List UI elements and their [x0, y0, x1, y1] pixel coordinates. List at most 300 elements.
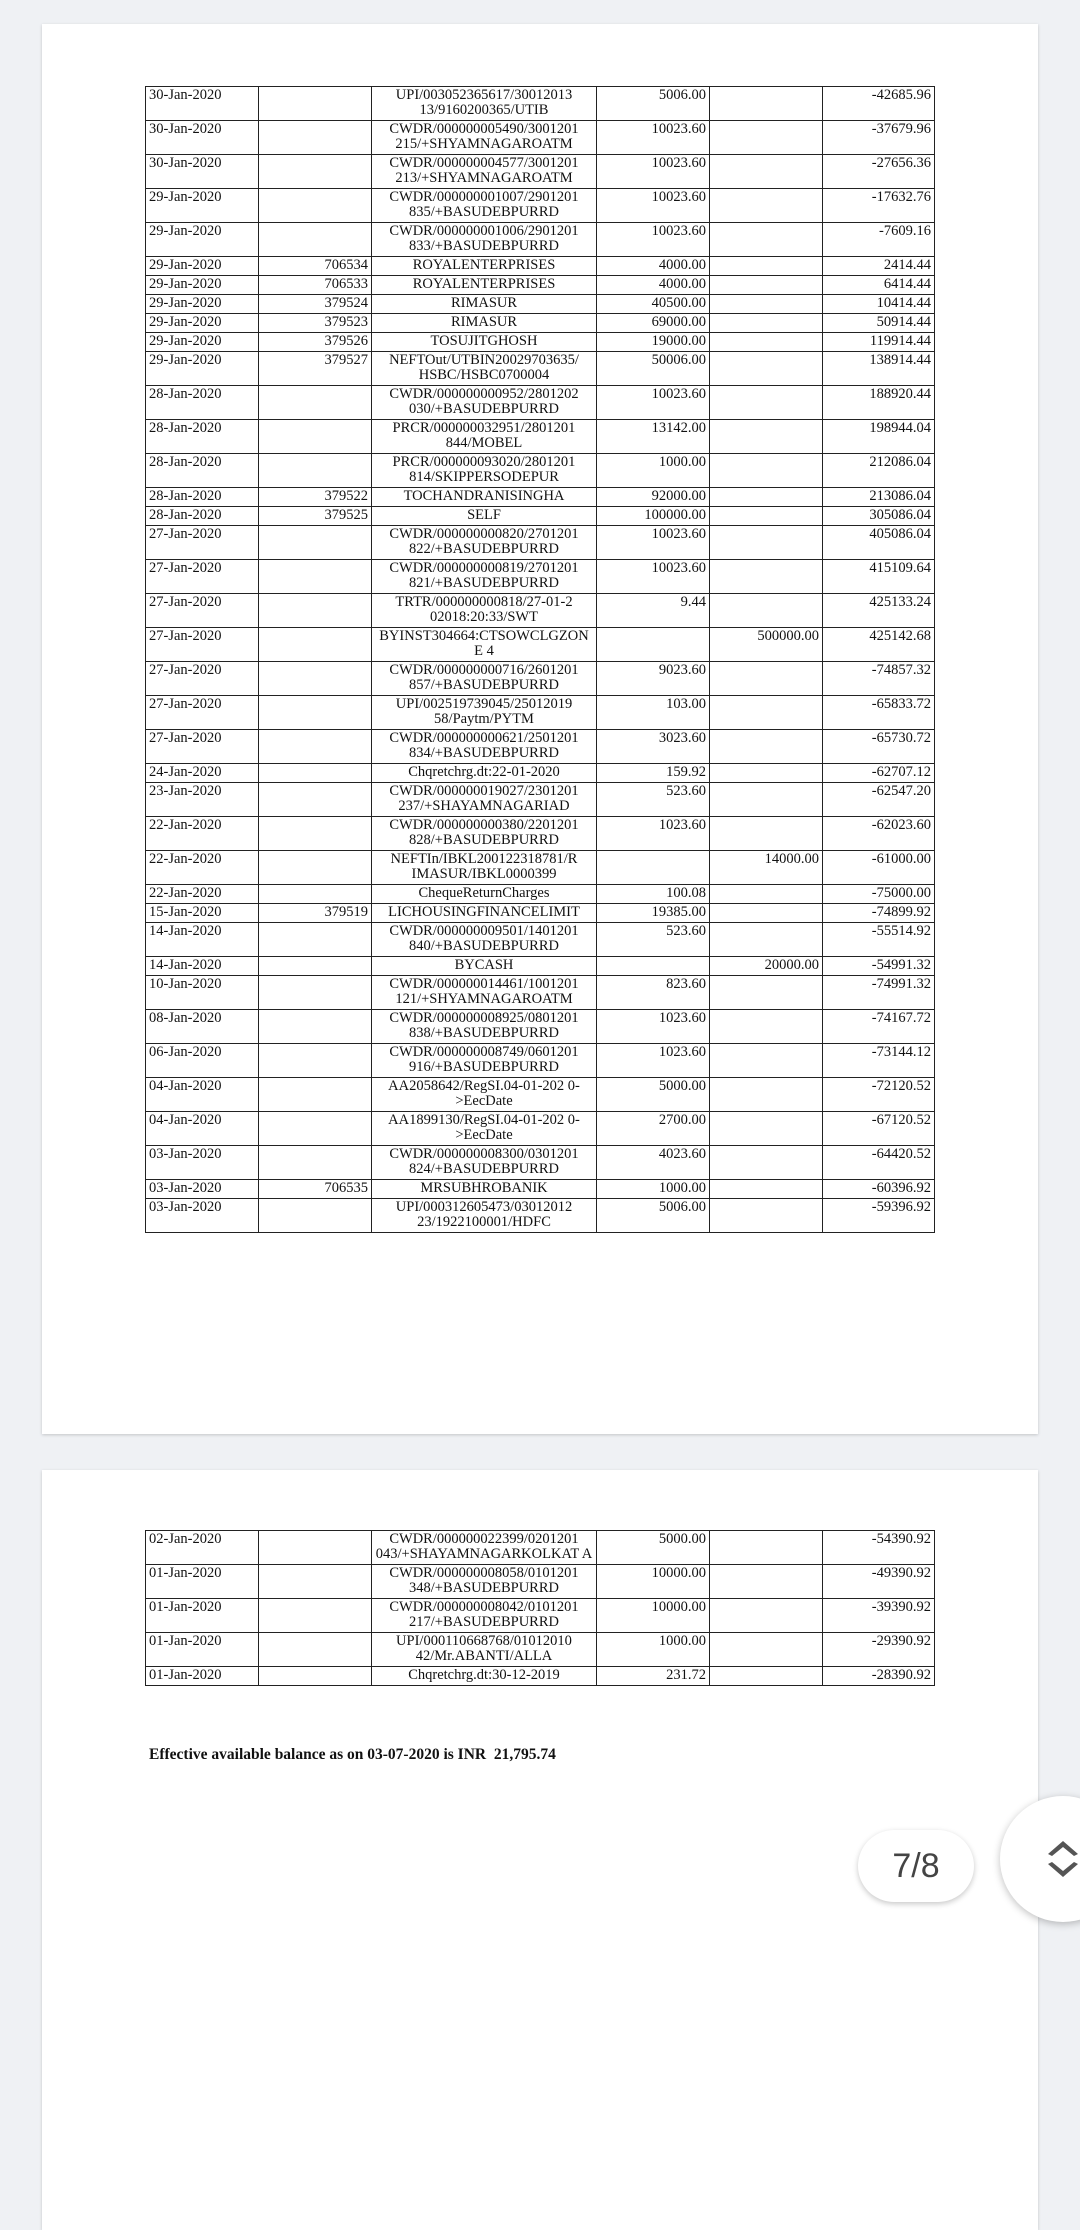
table-row [146, 87, 935, 121]
table-row [146, 121, 935, 155]
row-balance: -62023.60 [823, 817, 935, 851]
row-date: 28-Jan-2020 [146, 454, 259, 488]
row-deposit [710, 223, 823, 257]
row-date: 08-Jan-2020 [146, 1010, 259, 1044]
table-row [146, 1180, 935, 1199]
row-withdrawal [597, 628, 710, 662]
row-balance: -65730.72 [823, 730, 935, 764]
row-deposit [710, 923, 823, 957]
row-withdrawal: 231.72 [597, 1667, 710, 1686]
row-date: 29-Jan-2020 [146, 314, 259, 333]
row-description: CWDR/000000000819/2701201 821/+BASUDEBPURRD [372, 560, 597, 594]
row-date: 01-Jan-2020 [146, 1633, 259, 1667]
row-withdrawal: 40500.00 [597, 295, 710, 314]
row-deposit [710, 386, 823, 420]
row-date: 29-Jan-2020 [146, 352, 259, 386]
row-balance: -62707.12 [823, 764, 935, 783]
row-withdrawal: 1000.00 [597, 1633, 710, 1667]
row-withdrawal: 10023.60 [597, 560, 710, 594]
row-date: 29-Jan-2020 [146, 257, 259, 276]
row-date: 27-Jan-2020 [146, 730, 259, 764]
row-deposit [710, 87, 823, 121]
row-withdrawal: 10000.00 [597, 1599, 710, 1633]
row-date: 22-Jan-2020 [146, 817, 259, 851]
row-cheque-number [259, 1531, 372, 1565]
row-deposit [710, 1599, 823, 1633]
row-description: CWDR/000000014461/1001201 121/+SHYAMNAGAROATM [372, 976, 597, 1010]
row-cheque-number [259, 189, 372, 223]
table-row [146, 1565, 935, 1599]
row-cheque-number [259, 1667, 372, 1686]
row-cheque-number [259, 121, 372, 155]
row-balance: 213086.04 [823, 488, 935, 507]
row-deposit: 20000.00 [710, 957, 823, 976]
row-date: 03-Jan-2020 [146, 1180, 259, 1199]
table-row [146, 1044, 935, 1078]
row-date: 14-Jan-2020 [146, 923, 259, 957]
row-deposit [710, 817, 823, 851]
row-date: 27-Jan-2020 [146, 628, 259, 662]
row-balance: -55514.92 [823, 923, 935, 957]
row-description: TOCHANDRANISINGHA [372, 488, 597, 507]
row-balance: -54991.32 [823, 957, 935, 976]
table-row [146, 851, 935, 885]
row-cheque-number [259, 1633, 372, 1667]
row-balance: 138914.44 [823, 352, 935, 386]
row-cheque-number [259, 696, 372, 730]
table-row [146, 1112, 935, 1146]
table-row [146, 223, 935, 257]
row-cheque-number [259, 1599, 372, 1633]
row-balance: -59396.92 [823, 1199, 935, 1233]
row-balance: -65833.72 [823, 696, 935, 730]
row-deposit [710, 885, 823, 904]
row-cheque-number [259, 976, 372, 1010]
row-withdrawal: 1023.60 [597, 1010, 710, 1044]
row-description: ROYALENTERPRISES [372, 276, 597, 295]
row-date: 15-Jan-2020 [146, 904, 259, 923]
row-deposit [710, 189, 823, 223]
row-deposit [710, 662, 823, 696]
row-deposit [710, 1565, 823, 1599]
row-description: CWDR/000000008042/0101201 217/+BASUDEBPURRD [372, 1599, 597, 1633]
row-description: NEFTIn/IBKL200122318781/R IMASUR/IBKL0000399 [372, 851, 597, 885]
row-deposit [710, 257, 823, 276]
table-row [146, 885, 935, 904]
table-row [146, 257, 935, 276]
row-description: UPI/003052365617/30012013 13/9160200365/UTIB [372, 87, 597, 121]
row-balance: -62547.20 [823, 783, 935, 817]
row-withdrawal: 5006.00 [597, 1199, 710, 1233]
row-withdrawal: 19385.00 [597, 904, 710, 923]
row-deposit [710, 1044, 823, 1078]
table-row [146, 1146, 935, 1180]
row-balance: -49390.92 [823, 1565, 935, 1599]
row-description: BYCASH [372, 957, 597, 976]
transaction-table [145, 1530, 935, 1686]
row-balance: -60396.92 [823, 1180, 935, 1199]
row-description: CWDR/000000001006/2901201 833/+BASUDEBPURRD [372, 223, 597, 257]
row-balance: -39390.92 [823, 1599, 935, 1633]
row-deposit [710, 420, 823, 454]
row-description: CWDR/000000005490/3001201 215/+SHYAMNAGAROATM [372, 121, 597, 155]
row-balance: 212086.04 [823, 454, 935, 488]
row-balance: -75000.00 [823, 885, 935, 904]
table-row [146, 1599, 935, 1633]
row-description: CWDR/000000008300/0301201 824/+BASUDEBPURRD [372, 1146, 597, 1180]
row-cheque-number: 379523 [259, 314, 372, 333]
row-description: UPI/000312605473/03012012 23/1922100001/HDFC [372, 1199, 597, 1233]
row-withdrawal [597, 957, 710, 976]
row-deposit [710, 454, 823, 488]
row-date: 29-Jan-2020 [146, 333, 259, 352]
row-cheque-number [259, 885, 372, 904]
row-date: 28-Jan-2020 [146, 420, 259, 454]
table-row [146, 314, 935, 333]
table-row [146, 817, 935, 851]
row-balance: -64420.52 [823, 1146, 935, 1180]
row-date: 27-Jan-2020 [146, 526, 259, 560]
row-withdrawal: 103.00 [597, 696, 710, 730]
row-description: PRCR/000000032951/2801201 844/MOBEL [372, 420, 597, 454]
row-withdrawal: 19000.00 [597, 333, 710, 352]
table-row [146, 295, 935, 314]
row-date: 01-Jan-2020 [146, 1599, 259, 1633]
row-balance: -74857.32 [823, 662, 935, 696]
row-date: 27-Jan-2020 [146, 560, 259, 594]
row-description: CWDR/000000004577/3001201 213/+SHYAMNAGAROATM [372, 155, 597, 189]
row-description: BYINST304664:CTSOWCLGZON E 4 [372, 628, 597, 662]
row-date: 06-Jan-2020 [146, 1044, 259, 1078]
row-deposit [710, 904, 823, 923]
row-date: 03-Jan-2020 [146, 1146, 259, 1180]
table-row [146, 662, 935, 696]
row-balance: -74991.32 [823, 976, 935, 1010]
row-date: 22-Jan-2020 [146, 885, 259, 904]
row-cheque-number [259, 957, 372, 976]
row-cheque-number: 706535 [259, 1180, 372, 1199]
table-row [146, 1633, 935, 1667]
table-row [146, 526, 935, 560]
table-row [146, 904, 935, 923]
row-cheque-number: 379524 [259, 295, 372, 314]
row-cheque-number [259, 1010, 372, 1044]
table-row [146, 420, 935, 454]
row-balance: -74899.92 [823, 904, 935, 923]
row-description: CWDR/000000008925/0801201 838/+BASUDEBPURRD [372, 1010, 597, 1044]
row-balance: -42685.96 [823, 87, 935, 121]
row-description: AA2058642/RegSI.04-01-202 0->EecDate [372, 1078, 597, 1112]
row-deposit [710, 1010, 823, 1044]
row-cheque-number [259, 223, 372, 257]
row-description: CWDR/000000019027/2301201 237/+SHAYAMNAGARIAD [372, 783, 597, 817]
row-description: TRTR/000000000818/27-01-2 02018:20:33/SWT [372, 594, 597, 628]
row-deposit [710, 1667, 823, 1686]
row-date: 29-Jan-2020 [146, 295, 259, 314]
row-cheque-number [259, 1146, 372, 1180]
row-cheque-number [259, 420, 372, 454]
row-date: 29-Jan-2020 [146, 276, 259, 295]
row-deposit [710, 276, 823, 295]
table-row [146, 333, 935, 352]
row-date: 04-Jan-2020 [146, 1112, 259, 1146]
row-deposit [710, 1146, 823, 1180]
row-balance: 415109.64 [823, 560, 935, 594]
row-description: CWDR/000000008749/0601201 916/+BASUDEBPURRD [372, 1044, 597, 1078]
row-date: 14-Jan-2020 [146, 957, 259, 976]
row-balance: 10414.44 [823, 295, 935, 314]
table-row [146, 1531, 935, 1565]
row-withdrawal: 1023.60 [597, 1044, 710, 1078]
row-deposit [710, 976, 823, 1010]
row-withdrawal: 10023.60 [597, 189, 710, 223]
row-cheque-number: 379519 [259, 904, 372, 923]
row-balance: 6414.44 [823, 276, 935, 295]
row-description: ROYALENTERPRISES [372, 257, 597, 276]
table-row [146, 957, 935, 976]
row-balance: 119914.44 [823, 333, 935, 352]
row-balance: 50914.44 [823, 314, 935, 333]
table-row [146, 1667, 935, 1686]
row-cheque-number [259, 386, 372, 420]
row-date: 29-Jan-2020 [146, 223, 259, 257]
row-cheque-number [259, 851, 372, 885]
row-description: NEFTOut/UTBIN20029703635/ HSBC/HSBC0700004 [372, 352, 597, 386]
row-deposit [710, 352, 823, 386]
row-withdrawal: 3023.60 [597, 730, 710, 764]
table-row [146, 155, 935, 189]
row-withdrawal: 523.60 [597, 923, 710, 957]
row-description: LICHOUSINGFINANCELIMIT [372, 904, 597, 923]
table-row [146, 276, 935, 295]
row-deposit [710, 314, 823, 333]
row-deposit [710, 488, 823, 507]
row-date: 27-Jan-2020 [146, 696, 259, 730]
row-withdrawal: 10000.00 [597, 1565, 710, 1599]
row-deposit [710, 1633, 823, 1667]
table-row [146, 696, 935, 730]
row-description: PRCR/000000093020/2801201 814/SKIPPERSODEPUR [372, 454, 597, 488]
row-deposit [710, 1180, 823, 1199]
row-withdrawal: 9.44 [597, 594, 710, 628]
row-deposit [710, 155, 823, 189]
table-row [146, 454, 935, 488]
row-description: AA1899130/RegSI.04-01-202 0->EecDate [372, 1112, 597, 1146]
row-withdrawal [597, 851, 710, 885]
row-cheque-number [259, 783, 372, 817]
row-cheque-number [259, 923, 372, 957]
table-row [146, 923, 935, 957]
row-balance: -72120.52 [823, 1078, 935, 1112]
row-date: 10-Jan-2020 [146, 976, 259, 1010]
row-date: 29-Jan-2020 [146, 189, 259, 223]
row-date: 01-Jan-2020 [146, 1667, 259, 1686]
row-withdrawal: 5006.00 [597, 87, 710, 121]
row-cheque-number [259, 730, 372, 764]
row-withdrawal: 523.60 [597, 783, 710, 817]
row-balance: -27656.36 [823, 155, 935, 189]
row-cheque-number: 379522 [259, 488, 372, 507]
row-description: ChequeReturnCharges [372, 885, 597, 904]
row-balance: -67120.52 [823, 1112, 935, 1146]
row-balance: -17632.76 [823, 189, 935, 223]
row-cheque-number [259, 560, 372, 594]
row-withdrawal: 4000.00 [597, 257, 710, 276]
row-date: 30-Jan-2020 [146, 155, 259, 189]
row-balance: -73144.12 [823, 1044, 935, 1078]
table-row [146, 560, 935, 594]
row-balance: -28390.92 [823, 1667, 935, 1686]
row-deposit [710, 696, 823, 730]
row-balance: -74167.72 [823, 1010, 935, 1044]
row-withdrawal: 13142.00 [597, 420, 710, 454]
page-indicator: 7/8 [858, 1830, 974, 1902]
row-description: CWDR/000000000716/2601201 857/+BASUDEBPURRD [372, 662, 597, 696]
row-description: CWDR/000000009501/1401201 840/+BASUDEBPURRD [372, 923, 597, 957]
row-description: Chqretchrg.dt:30-12-2019 [372, 1667, 597, 1686]
row-date: 27-Jan-2020 [146, 662, 259, 696]
row-balance: 2414.44 [823, 257, 935, 276]
row-withdrawal: 2700.00 [597, 1112, 710, 1146]
row-description: RIMASUR [372, 314, 597, 333]
row-date: 03-Jan-2020 [146, 1199, 259, 1233]
row-withdrawal: 10023.60 [597, 526, 710, 560]
row-cheque-number: 379527 [259, 352, 372, 386]
row-deposit: 14000.00 [710, 851, 823, 885]
row-withdrawal: 10023.60 [597, 386, 710, 420]
row-cheque-number [259, 662, 372, 696]
row-deposit [710, 1531, 823, 1565]
row-date: 28-Jan-2020 [146, 488, 259, 507]
row-balance: 198944.04 [823, 420, 935, 454]
row-cheque-number [259, 764, 372, 783]
row-description: CWDR/000000000380/2201201 828/+BASUDEBPURRD [372, 817, 597, 851]
row-description: UPI/000110668768/01012010 42/Mr.ABANTI/ALLA [372, 1633, 597, 1667]
row-date: 22-Jan-2020 [146, 851, 259, 885]
row-deposit [710, 783, 823, 817]
table-row [146, 1199, 935, 1233]
row-date: 30-Jan-2020 [146, 121, 259, 155]
row-description: MRSUBHROBANIK [372, 1180, 597, 1199]
row-date: 30-Jan-2020 [146, 87, 259, 121]
row-withdrawal: 5000.00 [597, 1531, 710, 1565]
row-date: 28-Jan-2020 [146, 507, 259, 526]
row-deposit [710, 560, 823, 594]
row-description: SELF [372, 507, 597, 526]
row-description: CWDR/000000000952/2801202 030/+BASUDEBPURRD [372, 386, 597, 420]
transaction-table [145, 86, 935, 1233]
effective-balance-note: Effective available balance as on 03-07-2020 is INR 21,795.74 [149, 1746, 556, 1763]
row-withdrawal: 100.08 [597, 885, 710, 904]
row-withdrawal: 159.92 [597, 764, 710, 783]
row-withdrawal: 50006.00 [597, 352, 710, 386]
row-cheque-number [259, 628, 372, 662]
row-description: RIMASUR [372, 295, 597, 314]
row-balance: 405086.04 [823, 526, 935, 560]
row-cheque-number [259, 1565, 372, 1599]
row-balance: 425133.24 [823, 594, 935, 628]
row-description: CWDR/000000001007/2901201 835/+BASUDEBPURRD [372, 189, 597, 223]
row-withdrawal: 92000.00 [597, 488, 710, 507]
row-balance: 425142.68 [823, 628, 935, 662]
table-row [146, 1010, 935, 1044]
row-withdrawal: 10023.60 [597, 155, 710, 189]
row-cheque-number [259, 594, 372, 628]
table-row [146, 352, 935, 386]
row-cheque-number: 706533 [259, 276, 372, 295]
row-description: CWDR/000000000820/2701201 822/+BASUDEBPURRD [372, 526, 597, 560]
row-description: UPI/002519739045/25012019 58/Paytm/PYTM [372, 696, 597, 730]
row-cheque-number: 706534 [259, 257, 372, 276]
row-withdrawal: 100000.00 [597, 507, 710, 526]
row-description: Chqretchrg.dt:22-01-2020 [372, 764, 597, 783]
row-deposit [710, 526, 823, 560]
row-date: 28-Jan-2020 [146, 386, 259, 420]
row-withdrawal: 69000.00 [597, 314, 710, 333]
row-cheque-number [259, 526, 372, 560]
row-cheque-number [259, 1112, 372, 1146]
table-row [146, 783, 935, 817]
row-deposit [710, 333, 823, 352]
row-balance: -37679.96 [823, 121, 935, 155]
row-withdrawal: 10023.60 [597, 223, 710, 257]
row-date: 02-Jan-2020 [146, 1531, 259, 1565]
table-row [146, 628, 935, 662]
table-row [146, 730, 935, 764]
row-withdrawal: 1000.00 [597, 454, 710, 488]
table-row [146, 386, 935, 420]
row-withdrawal: 4000.00 [597, 276, 710, 295]
row-balance: 305086.04 [823, 507, 935, 526]
row-withdrawal: 5000.00 [597, 1078, 710, 1112]
row-description: TOSUJITGHOSH [372, 333, 597, 352]
row-description: CWDR/000000000621/2501201 834/+BASUDEBPURRD [372, 730, 597, 764]
row-deposit: 500000.00 [710, 628, 823, 662]
statement-page-1 [42, 24, 1038, 1434]
row-withdrawal: 1023.60 [597, 817, 710, 851]
row-cheque-number: 379525 [259, 507, 372, 526]
row-cheque-number [259, 1078, 372, 1112]
row-description: CWDR/000000008058/0101201 348/+BASUDEBPURRD [372, 1565, 597, 1599]
row-cheque-number [259, 1199, 372, 1233]
row-date: 27-Jan-2020 [146, 594, 259, 628]
up-down-arrows-icon [1040, 1834, 1080, 1884]
row-deposit [710, 764, 823, 783]
row-withdrawal: 1000.00 [597, 1180, 710, 1199]
row-withdrawal: 823.60 [597, 976, 710, 1010]
row-deposit [710, 1112, 823, 1146]
row-withdrawal: 4023.60 [597, 1146, 710, 1180]
row-cheque-number [259, 87, 372, 121]
row-date: 04-Jan-2020 [146, 1078, 259, 1112]
row-balance: -29390.92 [823, 1633, 935, 1667]
row-balance: -61000.00 [823, 851, 935, 885]
row-balance: -7609.16 [823, 223, 935, 257]
row-deposit [710, 1199, 823, 1233]
row-balance: 188920.44 [823, 386, 935, 420]
row-date: 24-Jan-2020 [146, 764, 259, 783]
row-date: 01-Jan-2020 [146, 1565, 259, 1599]
row-deposit [710, 594, 823, 628]
row-balance: -54390.92 [823, 1531, 935, 1565]
row-cheque-number [259, 155, 372, 189]
table-row [146, 189, 935, 223]
table-row [146, 764, 935, 783]
row-deposit [710, 1078, 823, 1112]
row-date: 23-Jan-2020 [146, 783, 259, 817]
table-row [146, 594, 935, 628]
row-deposit [710, 507, 823, 526]
